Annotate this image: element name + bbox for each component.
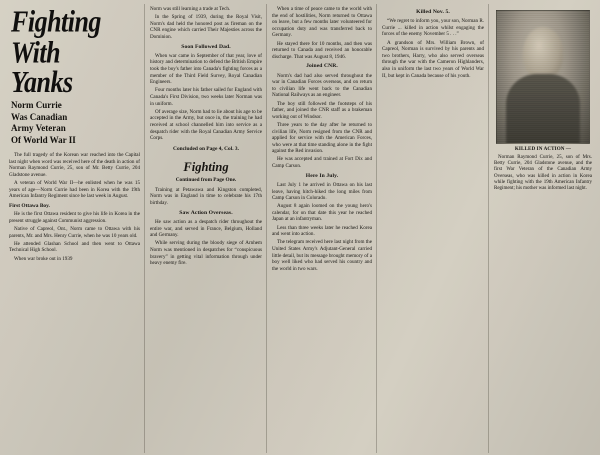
body-paragraph: He attended Glashan School and then went to Ottawa Technical High School.: [9, 240, 140, 254]
column-2: [144, 4, 266, 453]
body-paragraph: He saw action as a despatch rider throughout the entire war, and served in France, Belgium, Holland and Germany.: [150, 218, 262, 239]
column-4: [376, 4, 488, 453]
body-paragraph: He is the first Ottawa resident to give his life in Korea in the present struggle against Communist aggression.: [9, 211, 140, 225]
body-paragraph: The boy still followed the footsteps of his father, and joined the CNR staff as a brakeman working out of Windsor.: [272, 100, 372, 120]
photo-caption-body: Norman Raymond Currie, 25, son of Mrs. Betty Currie, 204 Gladstone avenue, and the first War Veteran of the Canadian Army Overseas, who was killed in action in Korea while fighting with the 19th American Infantry Regiment; his mother was informed last night.: [494, 154, 592, 192]
body-paragraph: Last July 1 he arrived in Ottawa on his last leave, having hitch-hiked the long miles from Camp Carson in Colorado.: [272, 181, 372, 202]
body-paragraph: A veteran of World War II—he enlisted when he was 15 years of age—Norm Currie had been in Korea with the 19th American Infantry Regiment since he last week in August.: [9, 180, 140, 200]
subhead-line-1: Norm Currie: [11, 100, 62, 111]
body-paragraph: When war came in September of that year, love of history and determination to defend the British Empire took the boy's father into Canada's fighting forces as a member of the Third Field Survey, Royal Canadian Engineers.: [150, 52, 262, 86]
headline-line-2: With: [11, 34, 61, 69]
headline-line-1: Fighting: [11, 4, 101, 39]
subhead-line-3: Army Veteran: [11, 123, 66, 134]
body-paragraph: Native of Capreol, Ont., Norm came to Ottawa with his parents, Mr. and Mrs. Henry Currie, when he was 10 years old.: [9, 226, 140, 239]
jump-headline: Fighting: [183, 159, 229, 174]
subsection-heading: Killed Nov. 5.: [416, 9, 450, 15]
portrait-photo: [496, 10, 590, 144]
subsection-heading: First Ottawa Boy.: [9, 202, 50, 209]
body-paragraph: He stayed there for 10 months, and then was returned to Canada and received an honorable discharge. That was August 8, 1946.: [272, 40, 372, 60]
body-paragraph: In the Spring of 1939, during the Royal Visit, Norm's dad held the honored post as fireman on the CNR engine which carried Their Majesties across the Dominion.: [150, 14, 262, 40]
body-paragraph: Three years to the day after he returned to civilian life, Norm resigned from the CNR and applied for service with the American Forces, who were at that time standing alone in the fight against the Red invasion.: [272, 121, 372, 155]
column-5: [488, 4, 596, 453]
body-paragraph: A grandson of Mrs. William Brown, of Capreol, Norman is survived by his parents and two brothers, Harry, who also served overseas through the war with the Cameron Highlanders, also in uniform the last two years of World War II, but kept in Canada because of his youth.: [382, 39, 484, 79]
subsection-heading: Soon Followed Dad.: [181, 43, 231, 50]
body-paragraph: When war broke out in 1939: [14, 255, 73, 262]
body-paragraph: “We regret to inform you, your son, Norman R. Currie ... killed in action whilst engaging the forces of the enemy November 5 . . .”: [382, 18, 484, 38]
page-headline: [11, 4, 140, 100]
body-paragraph: Less than three weeks later he reached Korea and went into action.: [272, 224, 372, 238]
photo-grain: [497, 11, 589, 143]
subsection-heading: Saw Action Overseas.: [179, 209, 233, 216]
column-3: [266, 4, 376, 453]
body-paragraph: The telegram received here last night from the United States Army's Adjutant-General carried little detail, but its message brought memory of a boy well liked who had served his country and the world in two wars.: [272, 239, 373, 272]
body-paragraph: Four months later his father sailed for England with Canada's First Division, two weeks later Norman was in uniform.: [150, 87, 262, 107]
column-1: [4, 4, 144, 453]
continuation-note[interactable]: Concluded on Page 4, Col. 3.: [173, 145, 239, 152]
subsection-heading: Joined CNR.: [306, 63, 338, 70]
body-paragraph: August 8 again loomed on the young hero's calendar, for on that date this year he reached Japan at an infantryman.: [272, 203, 372, 223]
body-paragraph: Norm was still learning a trade at Tech.: [150, 6, 231, 12]
body-paragraph: While serving during the bloody siege of Arnhem Norm was mentioned in despatches for “conspicuous bravery” in getting vital information through under heavy enemy fire.: [150, 240, 262, 267]
body-paragraph: The full tragedy of the Korean war reached into the Capital last night when word was received here of the death in action of Norman Raymond Currie, 25, son of Mr. Betty Currie, 204 Gladstone avenue.: [9, 152, 140, 178]
photo-caption-title: KILLED IN ACTION —: [514, 146, 572, 152]
body-paragraph: Norm's dad had also served throughout the war in Canadian Forces overseas, and on return to civilian life went back to the Canadian National Railways as an engineer.: [272, 72, 372, 99]
body-paragraph: When a time of peace came to the world with the end of hostilities, Norm returned to Ottawa on leave, but a few months later volunteered for occupation duty and was transferred back to Germany.: [272, 6, 372, 39]
continued-from-note[interactable]: Continued from Page One.: [175, 177, 237, 183]
subsection-heading: Here In July.: [305, 172, 339, 179]
body-paragraph: He was accepted and trained at Fort Dix and Camp Carson.: [272, 156, 372, 170]
subhead-line-4: Of World War II: [11, 134, 76, 145]
headline-line-3: Yanks: [11, 65, 73, 100]
body-paragraph: Of average size, Norm had to lie about his age to be accepted in the Army, but once in, the training he had received at school channelled him into service as a despatch rider with the Royal Canadian Army Service Corps.: [150, 108, 262, 142]
body-paragraph: Training at Petawawa and Kingston completed, Norm was in England in time to celebrate his 17th birthday.: [150, 186, 262, 207]
subhead-line-2: Was Canadian: [11, 111, 68, 122]
subhead: [11, 100, 140, 146]
